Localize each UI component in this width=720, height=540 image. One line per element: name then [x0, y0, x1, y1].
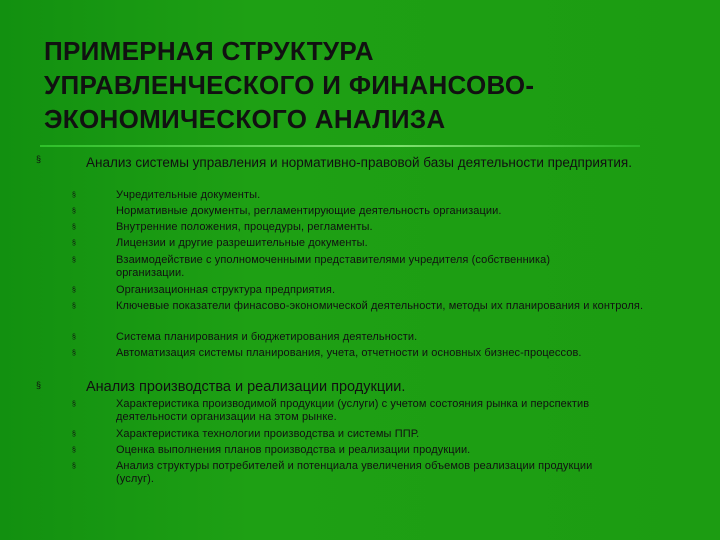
item-bullet-icon: § [72, 401, 76, 408]
item-bullet-icon: § [72, 240, 76, 247]
item-bullet-icon: § [72, 192, 76, 199]
section-bullet-icon: § [36, 154, 42, 164]
section-heading: Анализ производства и реализации продукции. [86, 379, 406, 395]
list-item: Ключевые показатели финасово-экономической деятельности, методы их планирования и контроля. [116, 300, 644, 312]
list-item: Лицензии и другие разрешительные документы. [116, 237, 368, 249]
title-line-2: УПРАВЛЕНЧЕСКОГО И ФИНАНСОВО- [44, 70, 535, 100]
item-bullet-icon: § [72, 463, 76, 470]
list-item: Автоматизация системы планирования, учета, отчетности и основных бизнес-процессов. [116, 347, 582, 359]
item-bullet-icon: § [72, 447, 76, 454]
item-bullet-icon: § [72, 303, 76, 310]
list-item: Взаимодействие с уполномоченными представителями учредителя (собственника) организации. [116, 254, 551, 279]
item-bullet-icon: § [72, 224, 76, 231]
list-item: Характеристика производимой продукции (услуги) с учетом состояния рынка и перспектив деятельности организации на этом рынке. [116, 398, 590, 423]
list-item: Анализ структуры потребителей и потенциала увеличения объемов реализации продукции (услуг). [116, 460, 593, 485]
title-line-1: ПРИМЕРНАЯ СТРУКТУРА [44, 36, 374, 66]
section-heading: Анализ системы управления и нормативно-правовой базы деятельности предприятия. [86, 155, 632, 170]
section-bullet-icon: § [36, 380, 42, 390]
item-bullet-icon: § [72, 208, 76, 215]
list-item: Учредительные документы. [116, 189, 261, 201]
list-item: Характеристика технологии производства и системы ППР. [116, 428, 420, 440]
list-item: Система планирования и бюджетирования деятельности. [116, 331, 418, 343]
item-bullet-icon: § [72, 287, 76, 294]
list-item: Оценка выполнения планов производства и реализации продукции. [116, 444, 471, 456]
item-bullet-icon: § [72, 431, 76, 438]
title-line-3: ЭКОНОМИЧЕСКОГО АНАЛИЗА [44, 104, 446, 134]
item-bullet-icon: § [72, 334, 76, 341]
list-item: Внутренние положения, процедуры, регламенты. [116, 221, 373, 233]
item-bullet-icon: § [72, 257, 76, 264]
list-item: Нормативные документы, регламентирующие деятельность организации. [116, 205, 502, 217]
list-item: Организационная структура предприятия. [116, 284, 336, 296]
item-bullet-icon: § [72, 350, 76, 357]
